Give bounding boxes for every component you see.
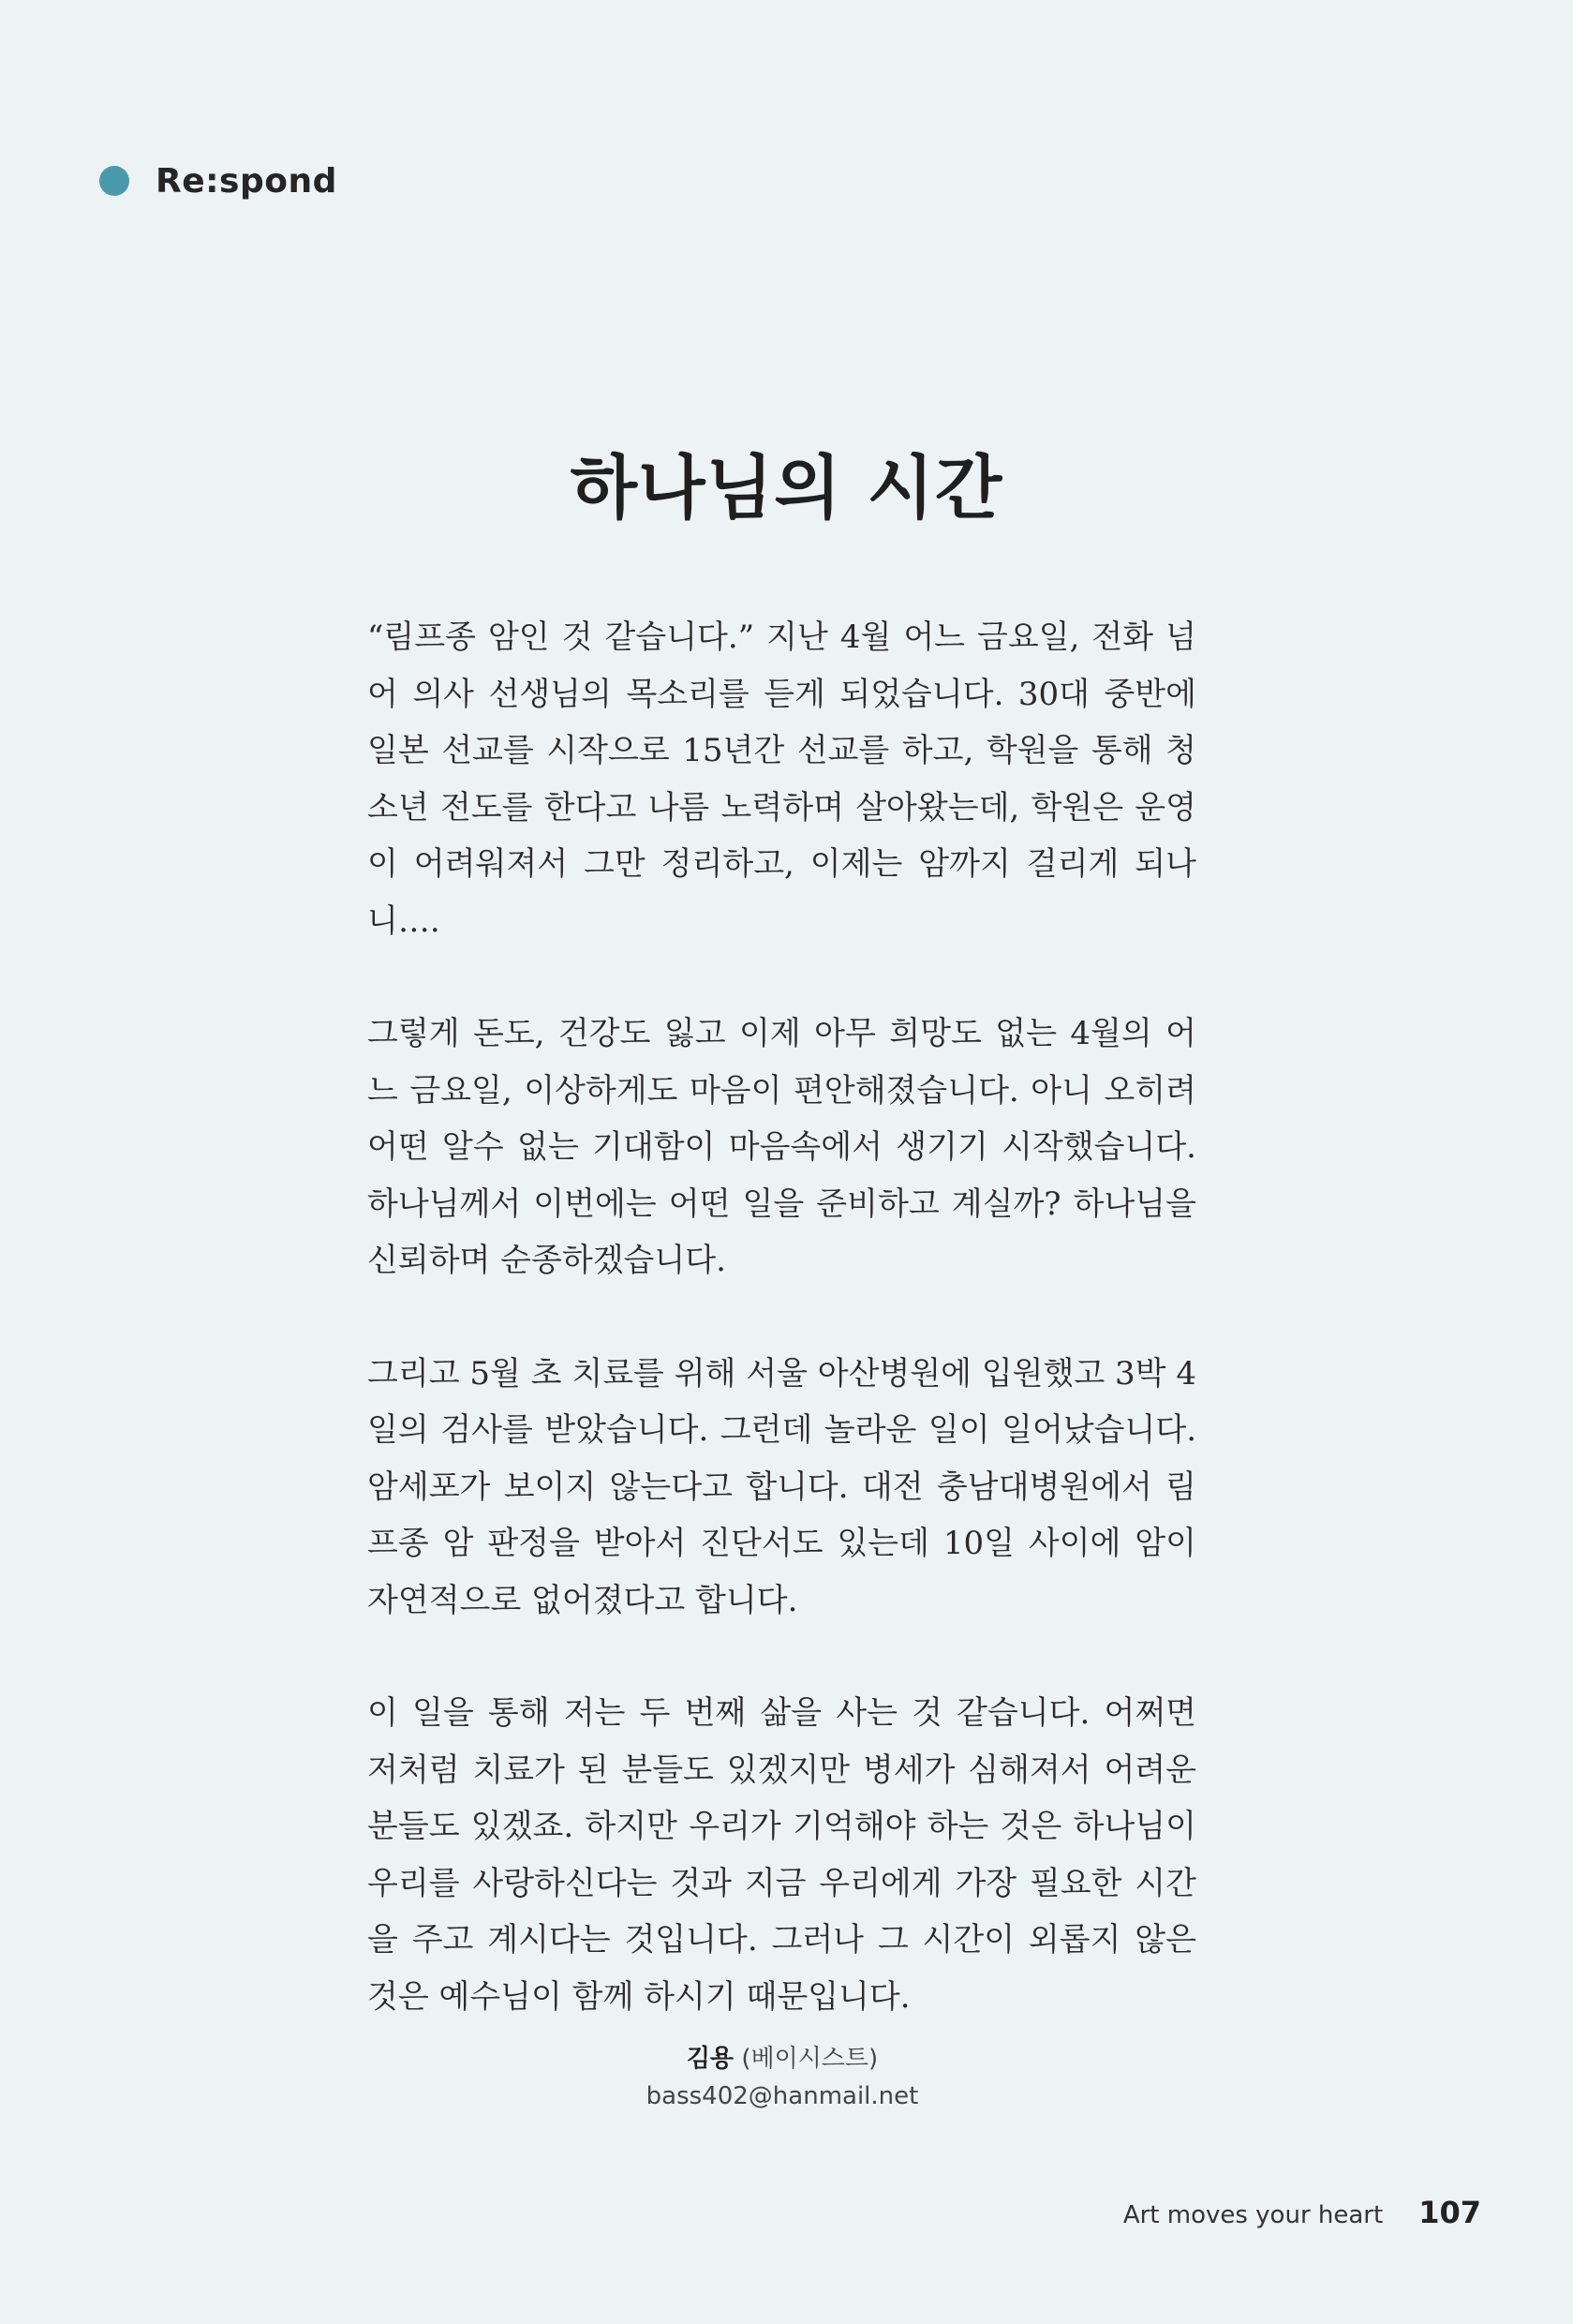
author-email: bass402@hanmail.net — [646, 2082, 919, 2110]
section-bullet-icon — [99, 166, 129, 196]
author-role: (베이시스트) — [741, 2045, 879, 2073]
section-label — [99, 157, 337, 204]
page-footer — [1123, 2195, 1481, 2236]
author-name: 김용 — [686, 2045, 735, 2073]
article-paragraph-1: “림프종 암인 것 같습니다.” 지난 4월 어느 금요일, 전화 넘어 의사 선생님의 목소리를 듣게 되었습니다. 30대 중반에 일본 선교를 시작으로 15년간 선교를 하고, 학원을 통해 청소년 전도를 한다고 나름 노력하며 살아왔는데, 학원은 운영이 어려워져서 그만 정리하고, 이제는 암까지 걸리게 되나니…. — [367, 618, 1196, 940]
article-paragraph-3: 그리고 5월 초 치료를 위해 서울 아산병원에 입원했고 3박 4일의 검사를 받았습니다. 그런데 놀라운 일이 일어났습니다. 암세포가 보이지 않는다고 합니다. 대전 충남대병원에서 림프종 암 판정을 받아서 진단서도 있는데 10일 사이에 암이 자연적으로 없어졌다고 합니다. — [367, 1354, 1196, 1619]
article-body — [367, 609, 1196, 2081]
page-number: 107 — [1418, 2195, 1481, 2230]
article-title: 하나님의 시간 — [570, 448, 1003, 529]
article-paragraph-2: 그렇게 돈도, 건강도 잃고 이제 아무 희망도 없는 4월의 어느 금요일, 이상하게도 마음이 편안해졌습니다. 아니 오히려 어떤 알수 없는 기대함이 마음속에서 생기기 시작했습니다. 하나님께서 이번에는 어떤 일을 준비하고 계실까? 하나님을 신뢰하며 순종하겠습니다. — [367, 1015, 1196, 1279]
section-label-text: Re:spond — [156, 161, 337, 201]
author-line — [0, 2040, 1565, 2078]
footer-tagline: Art moves your heart — [1122, 2201, 1384, 2229]
article-paragraph-4: 이 일을 통해 저는 두 번째 삶을 사는 것 같습니다. 어쩌면 저처럼 치료가 된 분들도 있겠지만 병세가 심해져서 어려운 분들도 있겠죠. 하지만 우리가 기억해야 하는 것은 하나님이 우리를 사랑하신다는 것과 지금 우리에게 가장 필요한 시간을 주고 계시다는 것입니다. 그러나 그 시간이 외롭지 않은 것은 예수님이 함께 하시기 때문입니다. — [367, 1694, 1196, 2016]
author-credit — [0, 2040, 1565, 2115]
